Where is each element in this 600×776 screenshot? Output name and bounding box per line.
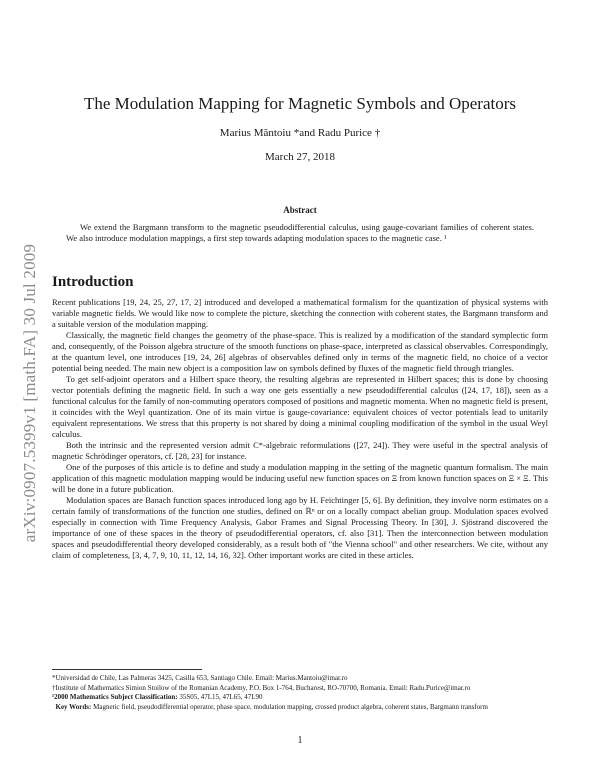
paragraph: One of the purposes of this article is to define and study a modulation mapping in the setting of the magnetic quantum formalism. The main application of this magnetic modulation mapping would be inducing useful new function spaces on Ξ from known function spaces on Ξ × Ξ. This will be done in a future publication.	[52, 462, 548, 494]
paragraph: Classically, the magnetic field changes the geometry of the phase-space. This is realized by a modification of the standard symplectic form and, consequently, of the Poisson algebra structure of the smooth functions on phase-space, interpreted as classical observables. Correspondingly, at the quantum level, one introduces [19, 24, 26] algebras of observables defined only in terms of the magnetic field, no choice of a vector potential being needed. The main new object is a composition law on symbols defined by fluxes of the magnetic field through triangles.	[52, 330, 548, 373]
section-heading: Introduction	[52, 274, 134, 290]
page-number: 1	[297, 735, 303, 746]
body-text	[52, 297, 548, 561]
footnote-affiliation-1: *Universidad de Chile, Las Palmeras 3425, Casilla 653, Santiago Chile. Email: Marius.Mantoiu@imar.ro	[52, 674, 348, 682]
abstract-heading: Abstract	[283, 205, 317, 215]
keywords-label: Key Words:	[55, 702, 92, 711]
paragraph: Recent publications [19, 24, 25, 27, 17, 2] introduced and developed a mathematical formalism for the quantization of physical systems with variable magnetic fields. We would like now to complete the picture, sketching the connection with coherent states, the Bargmann transform and a suitable version of the modulation mapping.	[52, 297, 548, 329]
footnote-msc	[52, 693, 548, 703]
footnote-affiliation-2: †Institute of Mathematics Simion Stoilow of the Romanian Academy, P.O. Box 1-764, Bucharest, RO-70700, Romania. Email: Radu.Purice@imar.ro	[52, 683, 471, 692]
paragraph: Modulation spaces are Banach function spaces introduced long ago by H. Feichtinger [5, 6]. By definition, they involve norm estimates on a certain family of transformations of the function one studies, defined on ℝⁿ or on a locally compact abelian group. Modulation spaces evolved especially in connection with Time Frequency Analysis, Gabor Frames and Signal Processing Theory. In [30], J. Sjöstrand discovered the importance of one of these spaces in the theory of pseudodifferential operators, cf. also [31]. Then the interconnection between modulation spaces and pseudodifferential theory developed considerably, as a result both of "the Vienna school" and other researchers. We cite, without any claim of completeness, [3, 4, 7, 9, 10, 11, 12, 14, 16, 32]. Other important works are cited in these articles.	[52, 495, 548, 560]
paper-authors: Marius Măntoiu *and Radu Purice †	[219, 127, 381, 139]
footnotes	[52, 674, 548, 712]
paragraph: Both the intrinsic and the represented version admit C*-algebraic reformulations ([27, 24]). They were useful in the spectral analysis of magnetic Schrödinger operators, cf. [28, 23] for instance.	[52, 440, 548, 461]
msc-label: ¹2000 Mathematics Subject Classification:	[52, 693, 178, 702]
paragraph: To get self-adjoint operators and a Hilbert space theory, the resulting algebras are represented in Hilbert spaces; this is done by choosing vector potentials defining the magnetic field. In such a way one gets essentially a new pseudodifferential calculus ([24, 17, 18]), seen as a functional calculus for the family of non-commuting operators composed of positions and magnetic momenta. When no magnetic field is present, it coincides with the Weyl quantization. One of its main virtue is gauge-covariance: equivalent choices of vector potentials lead to unitarily equivalent representations. We stress that this property is not shared by doing a minimal coupling modification of the symbol in the usual Weyl calculus.	[52, 374, 548, 439]
paper-date: March 27, 2018	[265, 151, 335, 163]
keywords-text: Magnetic field, pseudodifferential operator, phase space, modulation mapping, crossed product algebra, coherent states, Bargmann transform	[93, 702, 488, 711]
paper-title: The Modulation Mapping for Magnetic Symbols and Operators	[83, 94, 516, 113]
footnote-rule	[52, 669, 202, 670]
msc-codes: 35S05, 47L15, 47L65, 47L90	[179, 693, 263, 702]
arxiv-stamp: arXiv:0907.5399v1 [math.FA] 30 Jul 2009	[20, 243, 39, 543]
abstract-text: We extend the Bargmann transform to the magnetic pseudodifferential calculus, using gauge-covariant families of coherent states. We also introduce modulation mappings, a first step towards adapting modulation spaces to the magnetic case. ¹	[66, 222, 534, 243]
footnote-keywords	[52, 703, 548, 713]
